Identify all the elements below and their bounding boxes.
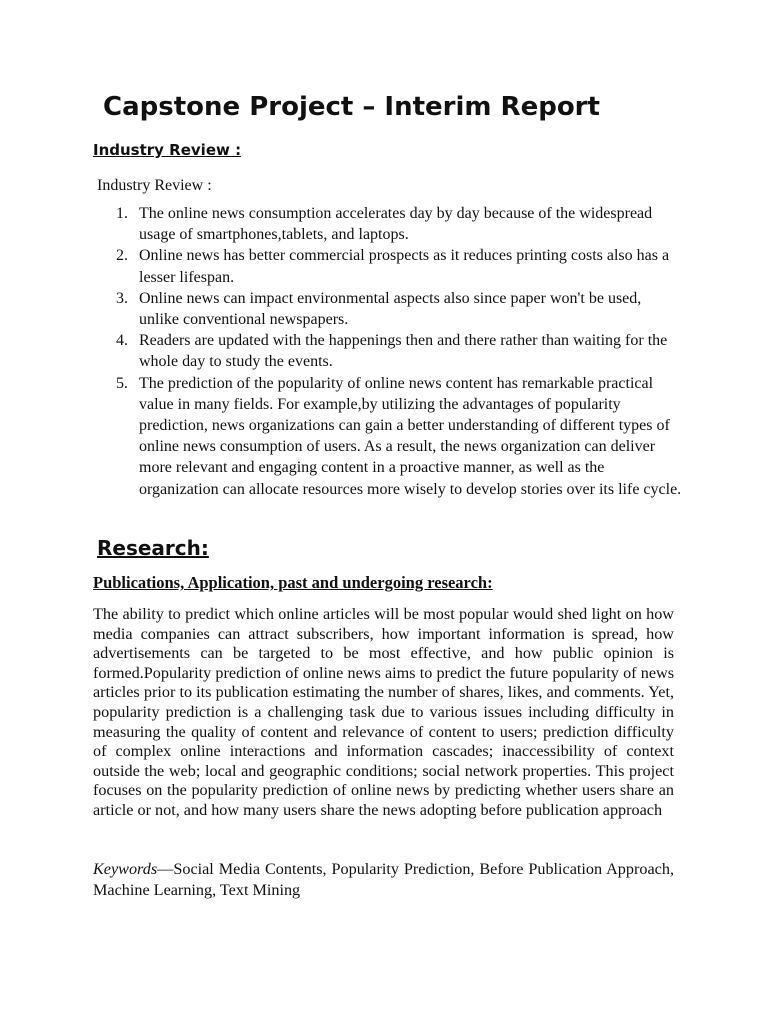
keywords-text: —Social Media Contents, Popularity Prediction, Before Publication Approach, Machine Learning, Text Mining: [93, 860, 674, 899]
list-item-number: 2.: [116, 247, 128, 265]
research-paragraph: The ability to predict which online articles will be most popular would shed light on how media companies can attract subscribers, how important information is spread, how advertisements can be targeted to be most effective, and how public opinion is formed.Popularity prediction of online news aims to predict the future popularity of news articles prior to its publication estimating the number of shares, likes, and comments. Yet, popularity prediction is a challenging task due to various issues including difficulty in measuring the quality of content and relevance of content to users; prediction difficulty of complex online interactions and information cascades; inaccessibility of context outside the web; local and geographic conditions; social network properties. This project focuses on the popularity prediction of online news by predicting whether users share an article or not, and how many users share the news adopting before publication approach: [93, 605, 674, 819]
list-item: [116, 288, 684, 330]
list-item-text: Readers are updated with the happenings then and there rather than waiting for the whole day to study the events.: [139, 332, 668, 371]
publications-heading: Publications, Application, past and undergoing research:: [93, 573, 493, 592]
industry-review-heading: Industry Review :: [93, 141, 242, 159]
list-item: [116, 373, 684, 500]
list-item-number: 4.: [116, 332, 128, 350]
list-item: [116, 245, 684, 287]
list-item-number: 5.: [116, 374, 128, 392]
list-item-text: The prediction of the popularity of online news content has remarkable practical value in many fields. For example,by utilizing the advantages of popularity prediction, news organizations can gain a better understanding of different types of online news consumption of users. As a result, the news organization can deliver more relevant and engaging content in a proactive manner, as well as the organization can allocate resources more wisely to develop stories over its life cycle.: [139, 374, 682, 498]
industry-review-subheading: Industry Review :: [97, 177, 212, 194]
list-item-number: 3.: [116, 289, 128, 307]
keywords-label: Keywords: [93, 860, 158, 878]
list-item-number: 1.: [116, 205, 128, 222]
list-item-text: Online news can impact environmental aspects also since paper won't be used, unlike conventional newspapers.: [139, 289, 642, 329]
list-item: [116, 330, 684, 372]
list-item-text: Online news has better commercial prospects as it reduces printing costs also has a lesser lifespan.: [139, 247, 670, 286]
list-item: [116, 203, 684, 245]
research-heading: Research:: [97, 536, 209, 560]
page-title: Capstone Project – Interim Report: [103, 92, 600, 122]
list-item-text: The online news consumption accelerates day by day because of the widespread usage of smartphones,tablets, and laptops.: [139, 205, 653, 244]
industry-review-list: [116, 203, 684, 500]
keywords-paragraph: [93, 859, 674, 900]
